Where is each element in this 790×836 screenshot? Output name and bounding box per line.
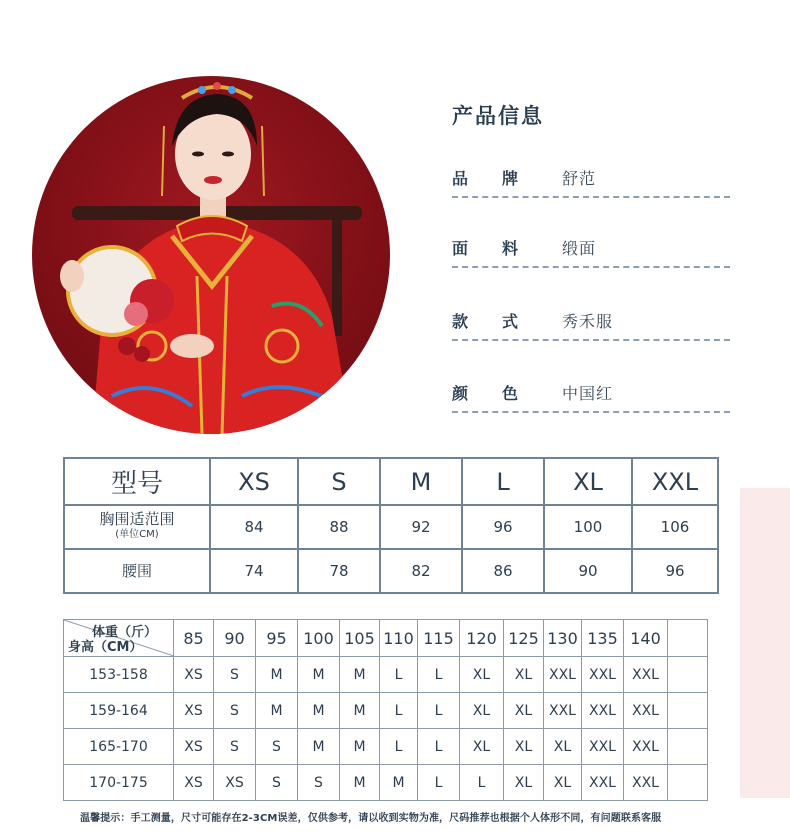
weight-cell: 105: [340, 620, 380, 657]
info-value: 舒范: [562, 169, 597, 188]
height-cell: 159-164: [64, 693, 174, 729]
size-cell: XL: [504, 729, 544, 765]
height-axis-label: 身高（CM）: [68, 640, 143, 655]
weight-cell: 110: [380, 620, 418, 657]
size-cell: M: [340, 765, 380, 801]
table-row: [64, 693, 708, 729]
info-row-style: [452, 301, 730, 341]
chest-value: 88: [298, 505, 380, 549]
size-cell: L: [418, 657, 460, 693]
size-cell: XL: [460, 693, 504, 729]
size-cell: M: [256, 693, 298, 729]
size-cell: XL: [544, 765, 582, 801]
size-cell: XXL: [624, 657, 668, 693]
size-cell: S: [256, 729, 298, 765]
empty-cell: [668, 657, 708, 693]
size-cell: XXL: [582, 729, 624, 765]
info-value: 秀禾服: [562, 312, 614, 331]
info-title: 产品信息: [452, 104, 544, 128]
size-header-row: [64, 458, 718, 505]
size-cell: XXL: [624, 729, 668, 765]
table-row: [64, 657, 708, 693]
size-cell: M: [256, 657, 298, 693]
size-cell: L: [380, 693, 418, 729]
size-cell: M: [340, 693, 380, 729]
info-key: 品牌: [452, 169, 553, 188]
size-cell: XS: [174, 693, 214, 729]
waist-value: 96: [632, 549, 718, 593]
size-cell: L: [418, 765, 460, 801]
size-cell: M: [298, 657, 340, 693]
size-cell: XXL: [544, 693, 582, 729]
size-header-cell: M: [380, 458, 462, 505]
info-row-color: [452, 373, 730, 413]
size-cell: S: [214, 657, 256, 693]
size-cell: XL: [504, 693, 544, 729]
divider: [452, 266, 730, 268]
info-value: 缎面: [562, 239, 597, 258]
weight-height-table: [63, 619, 708, 801]
weight-cell: 125: [504, 620, 544, 657]
height-cell: 153-158: [64, 657, 174, 693]
divider: [452, 411, 730, 413]
weight-cell: 100: [298, 620, 340, 657]
weight-cell: 115: [418, 620, 460, 657]
size-cell: S: [214, 693, 256, 729]
weight-cell: 120: [460, 620, 504, 657]
decorative-strip: [740, 488, 790, 798]
size-cell: XXL: [544, 657, 582, 693]
info-row-brand: [452, 158, 730, 198]
size-cell: XXL: [624, 693, 668, 729]
size-cell: M: [298, 729, 340, 765]
waist-value: 82: [380, 549, 462, 593]
size-cell: M: [340, 657, 380, 693]
size-cell: L: [418, 729, 460, 765]
size-cell: M: [380, 765, 418, 801]
chest-label-text: 胸围适范围: [99, 510, 175, 528]
info-value: 中国红: [562, 384, 614, 403]
weight-header-row: [64, 620, 708, 657]
corner-header: [64, 620, 174, 657]
chest-value: 84: [210, 505, 298, 549]
size-cell: XS: [214, 765, 256, 801]
empty-cell: [668, 729, 708, 765]
table-row: [64, 765, 708, 801]
weight-cell: 140: [624, 620, 668, 657]
weight-axis-label: 体重（斤）: [92, 625, 158, 640]
size-cell: XL: [544, 729, 582, 765]
size-cell: XS: [174, 729, 214, 765]
size-cell: S: [298, 765, 340, 801]
weight-cell: 85: [174, 620, 214, 657]
chest-value: 92: [380, 505, 462, 549]
size-cell: XXL: [582, 765, 624, 801]
size-cell: XS: [174, 765, 214, 801]
weight-cell: 95: [256, 620, 298, 657]
waist-label: 腰围: [64, 549, 210, 593]
size-cell: L: [460, 765, 504, 801]
size-cell: S: [214, 729, 256, 765]
size-cell: XXL: [624, 765, 668, 801]
weight-cell: 90: [214, 620, 256, 657]
empty-cell: [668, 620, 708, 657]
size-header-cell: XL: [544, 458, 632, 505]
chest-row: [64, 505, 718, 549]
divider: [452, 196, 730, 198]
size-header-cell: L: [462, 458, 544, 505]
chest-label-unit: (单位CM): [115, 529, 159, 540]
size-cell: XS: [174, 657, 214, 693]
info-key: 面料: [452, 239, 553, 258]
size-cell: L: [418, 693, 460, 729]
size-cell: XL: [460, 657, 504, 693]
size-header-model: 型号: [64, 458, 210, 505]
weight-cell: 130: [544, 620, 582, 657]
size-cell: L: [380, 657, 418, 693]
chest-value: 100: [544, 505, 632, 549]
info-row-fabric: [452, 228, 730, 268]
waist-value: 90: [544, 549, 632, 593]
chest-value: 106: [632, 505, 718, 549]
size-cell: M: [298, 693, 340, 729]
waist-value: 86: [462, 549, 544, 593]
size-cell: XL: [504, 765, 544, 801]
empty-cell: [668, 693, 708, 729]
chest-label: [64, 505, 210, 549]
waist-value: 78: [298, 549, 380, 593]
product-photo: [32, 76, 390, 434]
info-key: 款式: [452, 312, 553, 331]
size-header-cell: S: [298, 458, 380, 505]
waist-value: 74: [210, 549, 298, 593]
size-cell: XXL: [582, 657, 624, 693]
size-header-cell: XS: [210, 458, 298, 505]
divider: [452, 339, 730, 341]
weight-cell: 135: [582, 620, 624, 657]
chest-value: 96: [462, 505, 544, 549]
waist-row: [64, 549, 718, 593]
size-cell: L: [380, 729, 418, 765]
size-cell: S: [256, 765, 298, 801]
height-cell: 170-175: [64, 765, 174, 801]
size-cell: XL: [460, 729, 504, 765]
table-row: [64, 729, 708, 765]
size-table: [63, 457, 719, 594]
size-cell: XXL: [582, 693, 624, 729]
size-header-cell: XXL: [632, 458, 718, 505]
size-cell: M: [340, 729, 380, 765]
empty-cell: [668, 765, 708, 801]
size-tip-note: 温馨提示：手工测量，尺寸可能存在2-3CM误差，仅供参考，请以收到实物为准，尺码推荐也根据个人体形不同，有问题联系客服: [80, 813, 662, 824]
size-cell: XL: [504, 657, 544, 693]
info-key: 颜色: [452, 384, 553, 403]
height-cell: 165-170: [64, 729, 174, 765]
